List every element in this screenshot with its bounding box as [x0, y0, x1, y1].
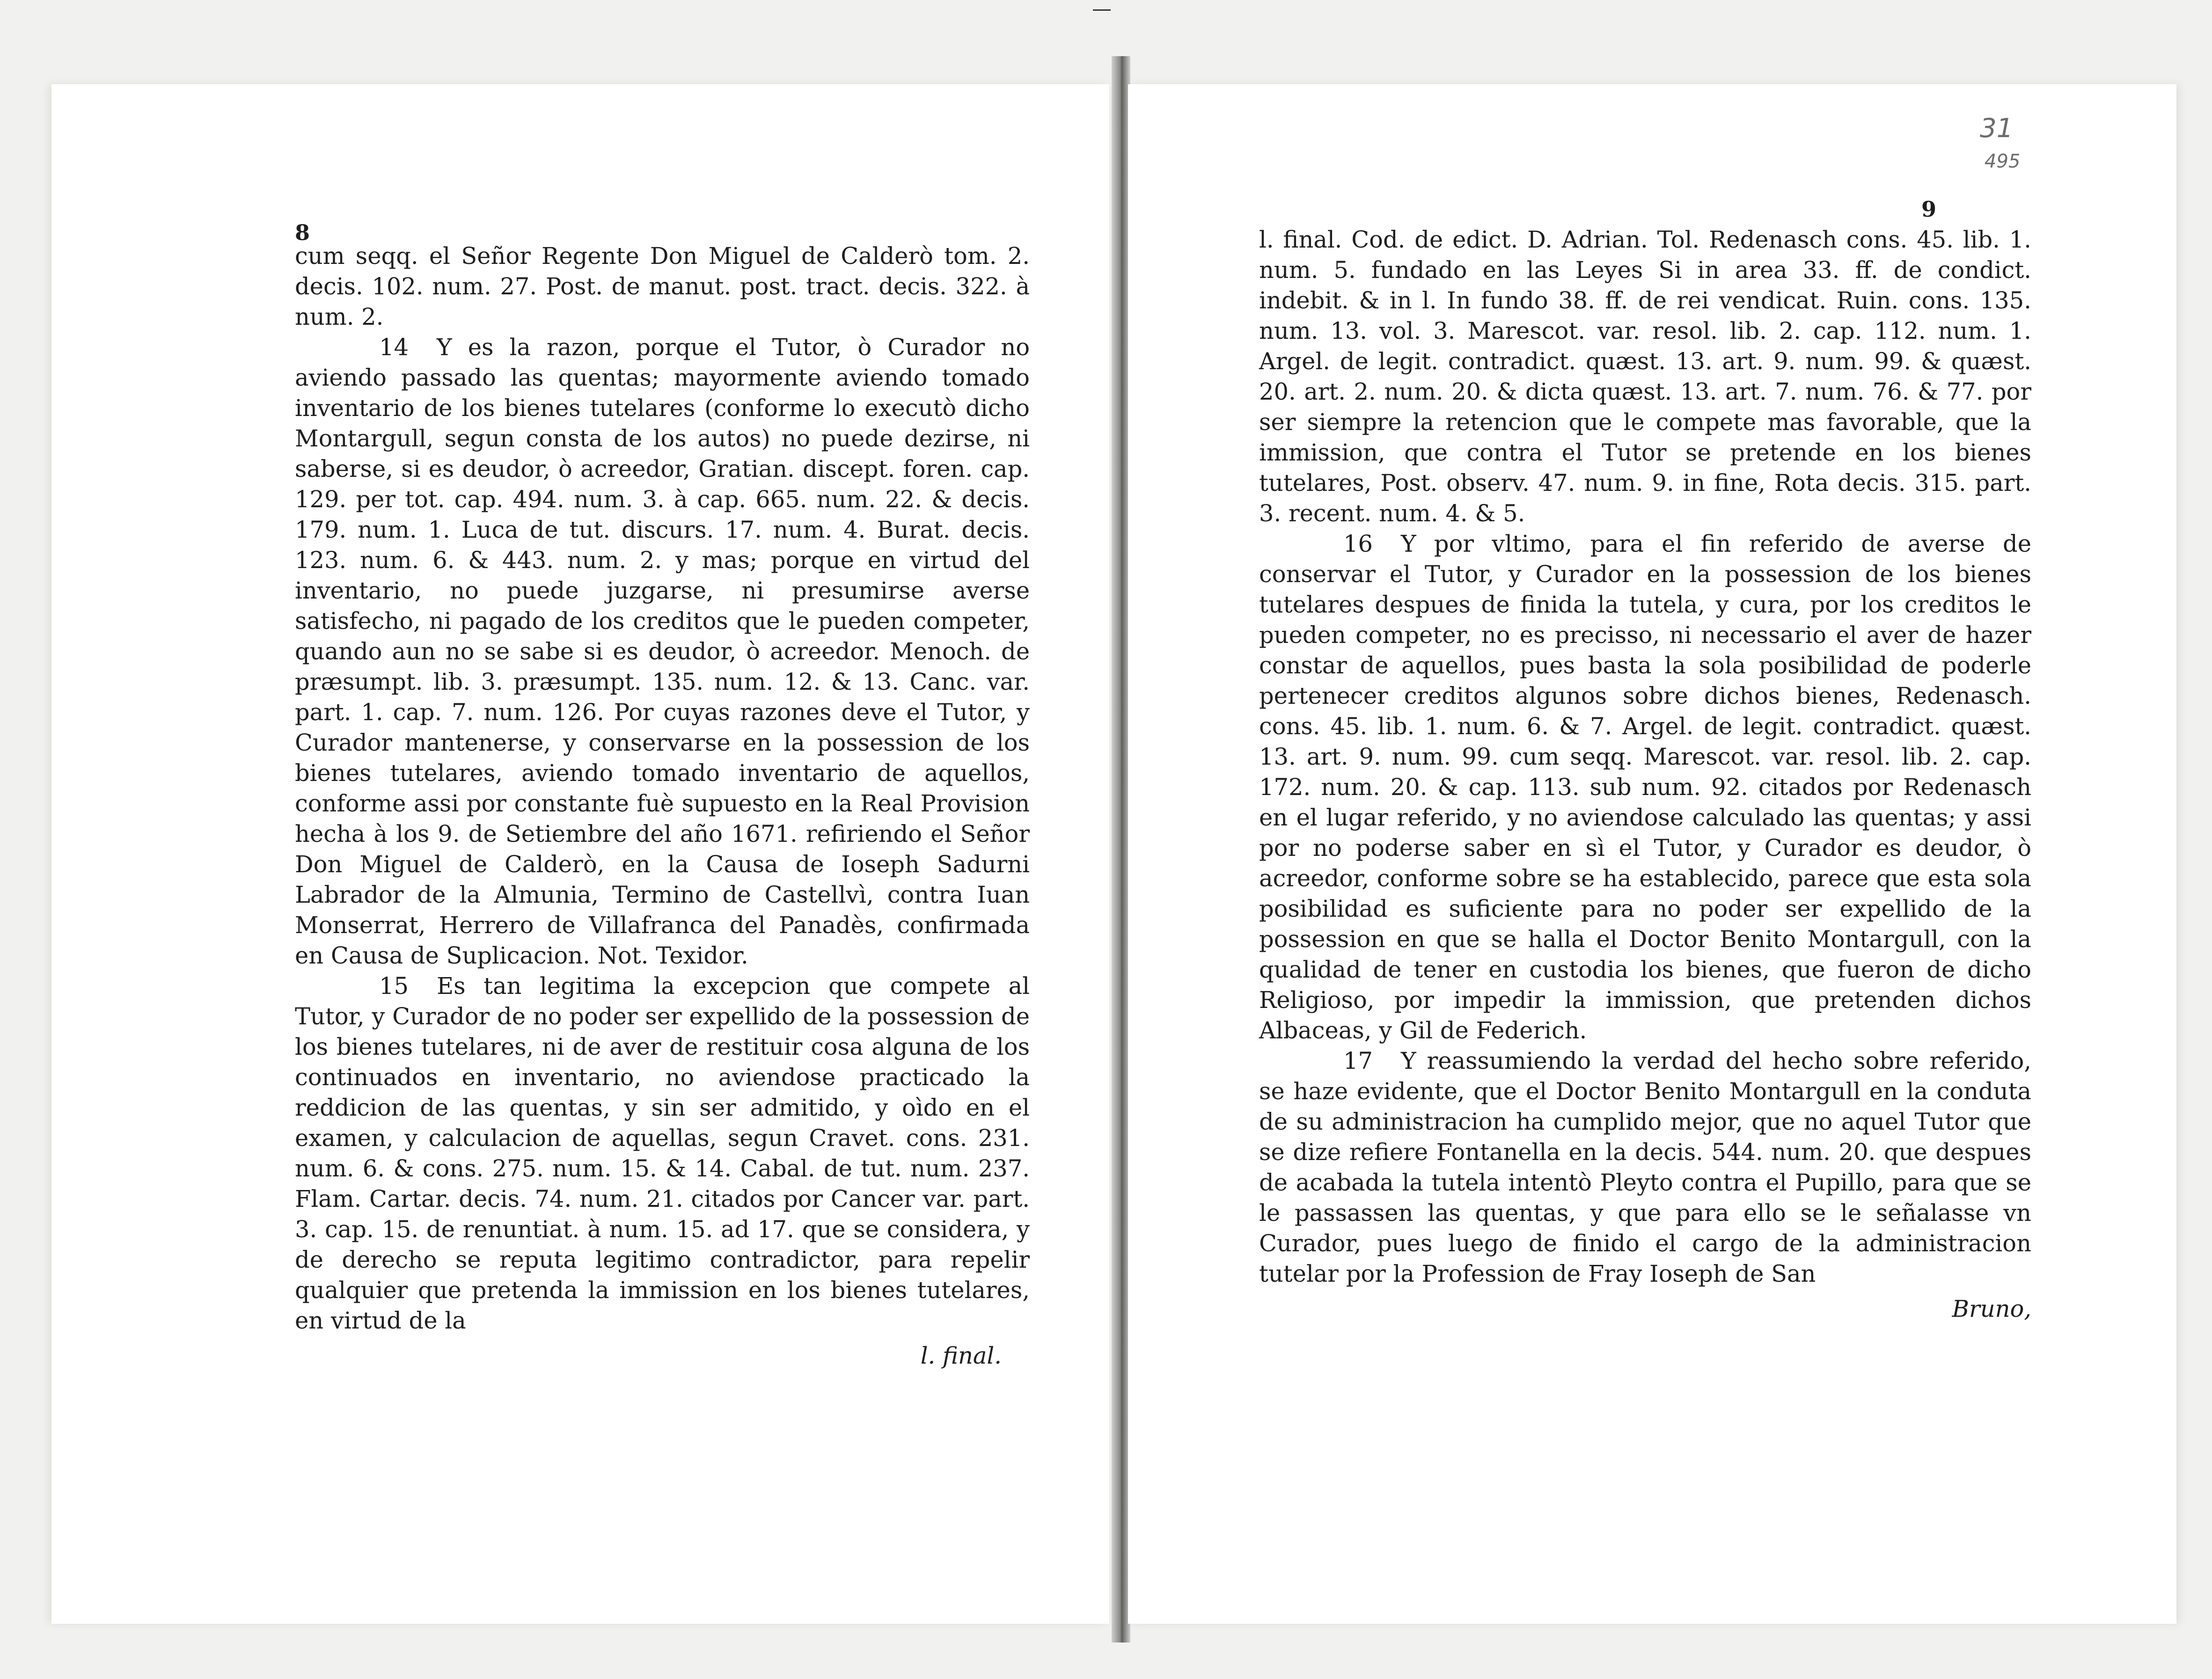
paragraph-text: Y es la razon, porque el Tutor, ò Curador no aviendo passado las quentas; mayormente aviendo tomado inventario de los bienes tutelares (conforme lo executò dicho Montargull, segun consta de los autos) no puede dezirse, ni saberse, si es deudor, ò acreedor, Gratian. discept. foren. cap. 129. per tot. cap. 494. num. 3. à cap. 665. num. 22. & decis. 179. num. 1. Luca de tut. discurs. 17. num. 4. Burat. decis. 123. num. 6. & 443. num. 2. y mas; porque en virtud del inventario, no puede juzgarse, ni presumirse averse satisfecho, ni pagado de los creditos que le pueden competer, quando aun no se sabe si es deudor, ò acreedor. Menoch. de præsumpt. lib. 3. præsumpt. 135. num. 12. & 13. Canc. var. part. 1. cap. 7. num. 126. Por cuyas razones deve el Tutor, y Curador mantenerse, y conservarse en la possession de los bienes tutelares, aviendo tomado inventario de aquellos, conforme assi por constante fuè supuesto en la Real Provision hecha à los 9. de Setiembre del año 1671. refiriendo el Señor Don Miguel de Calderò, en la Causa de Ioseph Sadurni Labrador de la Almunia, Termino de Castellvì, contra Iuan Monserrat, Herrero de Villafranca del Panadès, confirmada en Causa de Suplicacion. Not. Texidor. — [295, 334, 1030, 969]
scan-edge-mark — [1093, 9, 1111, 11]
book-gutter — [1112, 56, 1130, 1642]
paragraph-text: Es tan legitima la excepcion que compete al Tutor, y Curador de no poder ser expellido de la possession de los bienes tutelares, ni de aver de restituir cosa alguna de los continuados en inventario, no aviendose practicado la reddicion de las quentas, y sin ser admitido, y oìdo en el examen, y calculacion de aquellas, segun Cravet. cons. 231. num. 6. & cons. 275. num. 15. & 14. Cabal. de tut. num. 237. Flam. Cartar. decis. 74. num. 21. citados por Cancer var. part. 3. cap. 15. de renuntiat. à num. 15. ad 17. que se considera, y de derecho se reputa legitimo contradictor, para repelir qualquier que pretenda la immission en los bienes tutelares, en virtud de la — [295, 972, 1030, 1334]
catchword: l. final. — [920, 1342, 1002, 1369]
left-page-number: 8 — [295, 220, 310, 245]
right-page-number: 9 — [1921, 197, 1937, 222]
paragraph-text: l. final. Cod. de edict. D. Adrian. Tol. Redenasch cons. 45. lib. 1. num. 5. fundado en las Leyes Si in area 33. ff. de condict. indebit. & in l. In fundo 38. ff. de rei vendicat. Ruin. cons. 135. num. 13. vol. 3. Marescot. var. resol. lib. 2. cap. 112. num. 1. Argel. de legit. contradict. quæst. 13. art. 9. num. 99. & quæst. 20. art. 2. num. 20. & dicta quæst. 13. art. 7. num. 76. & 77. por ser siempre la retencion que le compete mas favorable, que la immission, que contra el Tutor se pretende en los bienes tutelares, Post. observ. 47. num. 9. in fine, Rota decis. 315. part. 3. recent. num. 4. & 5. — [1259, 226, 2031, 527]
catchword: Bruno, — [1952, 1295, 2031, 1322]
annotation-number: 495 — [1985, 151, 2021, 172]
paragraph — [1259, 1046, 2031, 1289]
paragraph-text: Y por vltimo, para el fin referido de averse de conservar el Tutor, y Curador en la possession de los bienes tutelares despues de finida la tutela, y cura, por los creditos le pueden competer, no es precisso, ni necessario el aver de hazer constar de aquellos, pues basta la sola posibilidad de poderle pertenecer creditos algunos sobre dichos bienes, Redenasch. cons. 45. lib. 1. num. 6. & 7. Argel. de legit. contradict. quæst. 13. art. 9. num. 99. cum seqq. Marescot. var. resol. lib. 2. cap. 172. num. 20. & cap. 113. sub num. 92. citados por Redenasch en el lugar referido, y no aviendose calculado las quentas; y assi por no poderse saber en sì el Tutor, y Curador es deudor, ò acreedor, conforme sobre se ha establecido, parece que esta sola posibilidad es suficiente para no poder ser expellido de la possession en que se halla el Doctor Benito Montargull, con la qualidad de tener en custodia los bienes, que fueron de dicho Religioso, por impedir la immission, que pretenden dichos Albaceas, y Gil de Federich. — [1259, 530, 2031, 1044]
paragraph — [295, 332, 1030, 971]
left-page — [51, 84, 1109, 1624]
paragraph-text: cum seqq. el Señor Regente Don Miguel de Calderò tom. 2. decis. 102. num. 27. Post. de manut. post. tract. decis. 322. à num. 2. — [295, 242, 1030, 330]
paragraph-number: 16 — [1343, 530, 1373, 557]
paragraph-number: 15 — [379, 972, 409, 1000]
left-text-block — [295, 241, 1030, 1371]
paragraph — [1259, 225, 2031, 529]
right-page — [1128, 84, 2176, 1624]
paragraph — [295, 971, 1030, 1336]
paragraph-number: 17 — [1343, 1047, 1373, 1074]
pencil-annotation — [1980, 112, 2020, 178]
paragraph — [295, 241, 1030, 332]
paragraph-number: 14 — [379, 334, 409, 361]
paragraph — [1259, 529, 2031, 1046]
right-text-block — [1259, 225, 2031, 1324]
annotation-folio: 31 — [1980, 113, 2014, 144]
paragraph-text: Y reassumiendo la verdad del hecho sobre referido, se haze evidente, que el Doctor Benito Montargull en la conduta de su administracion ha cumplido mejor, que no aquel Tutor que se dize refiere Fontanella en la decis. 544. num. 20. que despues de acabada la tutela intentò Pleyto contra el Pupillo, para que se le passassen las quentas, y que para ello se le señalasse vn Curador, pues luego de finido el cargo de la administracion tutelar por la Profession de Fray Ioseph de San — [1259, 1047, 2031, 1287]
